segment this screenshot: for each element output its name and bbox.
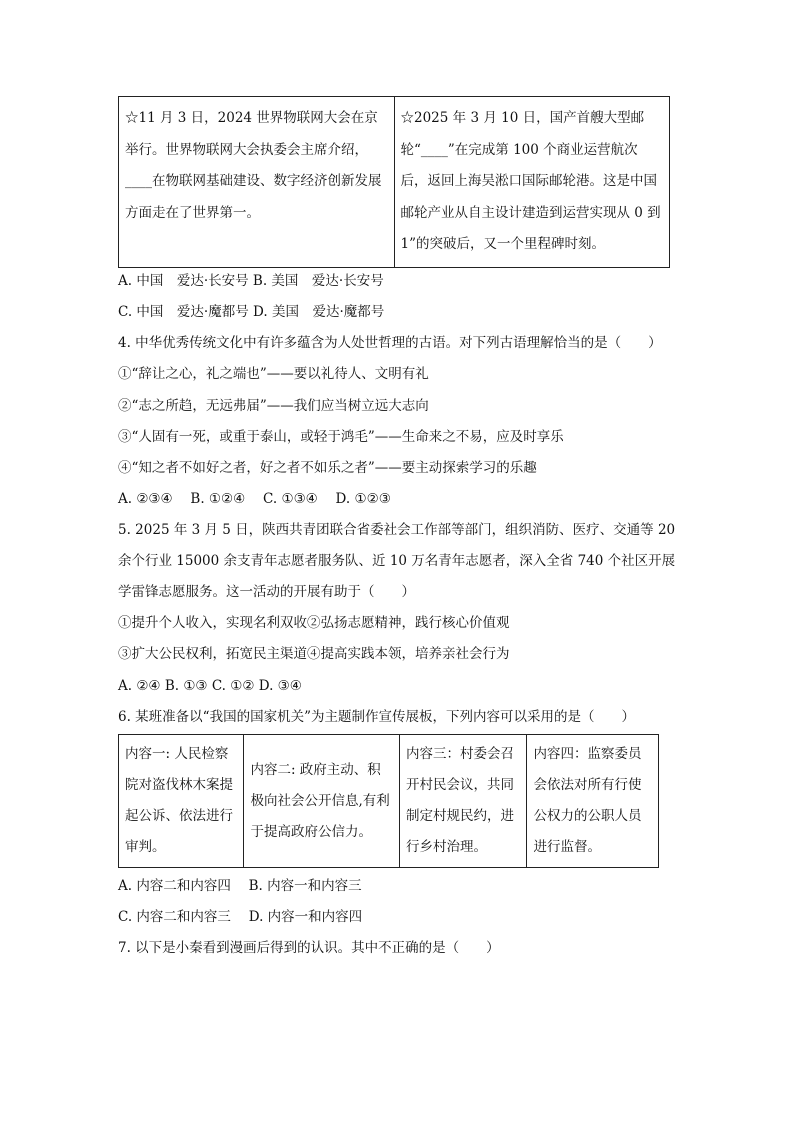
q4-item-1: ①“辞让之心，礼之端也”——要以礼待人、文明有礼 [118, 366, 429, 382]
q6-options-line-1: A. 内容二和内容四 B. 内容一和内容三 [118, 878, 362, 894]
q6-content-cell-1: 内容一: 人民检察院对盗伐林木案提起公诉、依法进行审判。 [119, 735, 244, 868]
q3-news-cell-1: ☆11 月 3 日，2024 世界物联网大会在京举行。世界物联网大会执委会主席介绍，____在物联网基础建设、数字经济创新发展方面走在了世界第一。 [119, 97, 395, 268]
q7-stem: 7. 以下是小秦看到漫画后得到的认识。其中不正确的是（ ） [118, 940, 500, 956]
q5-items-line-1: ①提升个人收入，实现名利双收②弘扬志愿精神，践行核心价值观 [118, 615, 510, 631]
q6-content-cell-3: 内容三：村委会召开村民会议，共同制定村规民约，进行乡村治理。 [400, 735, 527, 868]
q3-news-cell-2: ☆2025 年 3 月 10 日，国产首艘大型邮轮“____”在完成第 100 个商业运营航次后，返回上海吴淞口国际邮轮港。这是中国邮轮产业从自主设计建造到运营实现从 0 到 1”的突破后，又一个里程碑时刻。 [394, 97, 670, 268]
q6-content-table [118, 734, 659, 868]
q5-items-line-2: ③扩大公民权利，拓宽民主渠道④提高实践本领，培养亲社会行为 [118, 646, 510, 662]
q6-options-line-2: C. 内容二和内容三 D. 内容一和内容四 [118, 909, 363, 925]
q4-item-2: ②“志之所趋，无远弗届”——我们应当树立远大志向 [118, 398, 429, 414]
q3-options-line-2: C. 中国 爱达·魔都号 D. 美国 爱达·魔都号 [118, 304, 385, 320]
q3-news-table [118, 96, 670, 268]
q6-content-cell-4: 内容四：监察委员会依法对所有行使公权力的公职人员进行监督。 [527, 735, 659, 868]
q3-options-line-1: A. 中国 爱达·长安号 B. 美国 爱达·长安号 [118, 273, 384, 289]
q5-stem-line-3: 学雷锋志愿服务。这一活动的开展有助于（ ） [118, 584, 415, 600]
q5-stem-line-1: 5. 2025 年 3 月 5 日，陕西共青团联合省委社会工作部等部门，组织消防、医疗、交通等 20 [118, 522, 676, 538]
q6-stem: 6. 某班准备以“我国的国家机关”为主题制作宣传展板，下列内容可以采用的是（ ） [118, 709, 635, 725]
q5-stem-line-2: 余个行业 15000 余支青年志愿者服务队、近 10 万名青年志愿者，深入全省 740 个社区开展 [118, 553, 676, 569]
q6-content-cell-2: 内容二: 政府主动、积极向社会公开信息,有利于提高政府公信力。 [244, 735, 400, 868]
q5-options: A. ②④ B. ①③ C. ①② D. ③④ [118, 678, 302, 694]
q4-item-4: ④“知之者不如好之者，好之者不如乐之者”——要主动探索学习的乐趣 [118, 460, 537, 476]
q4-item-3: ③“人固有一死，或重于泰山，或轻于鸿毛”——生命来之不易，应及时享乐 [118, 429, 564, 445]
q4-stem: 4. 中华优秀传统文化中有许多蕴含为人处世哲理的古语。对下列古语理解恰当的是（ ） [118, 335, 662, 351]
q4-options: A. ②③④ B. ①②④ C. ①③④ D. ①②③ [118, 491, 391, 507]
